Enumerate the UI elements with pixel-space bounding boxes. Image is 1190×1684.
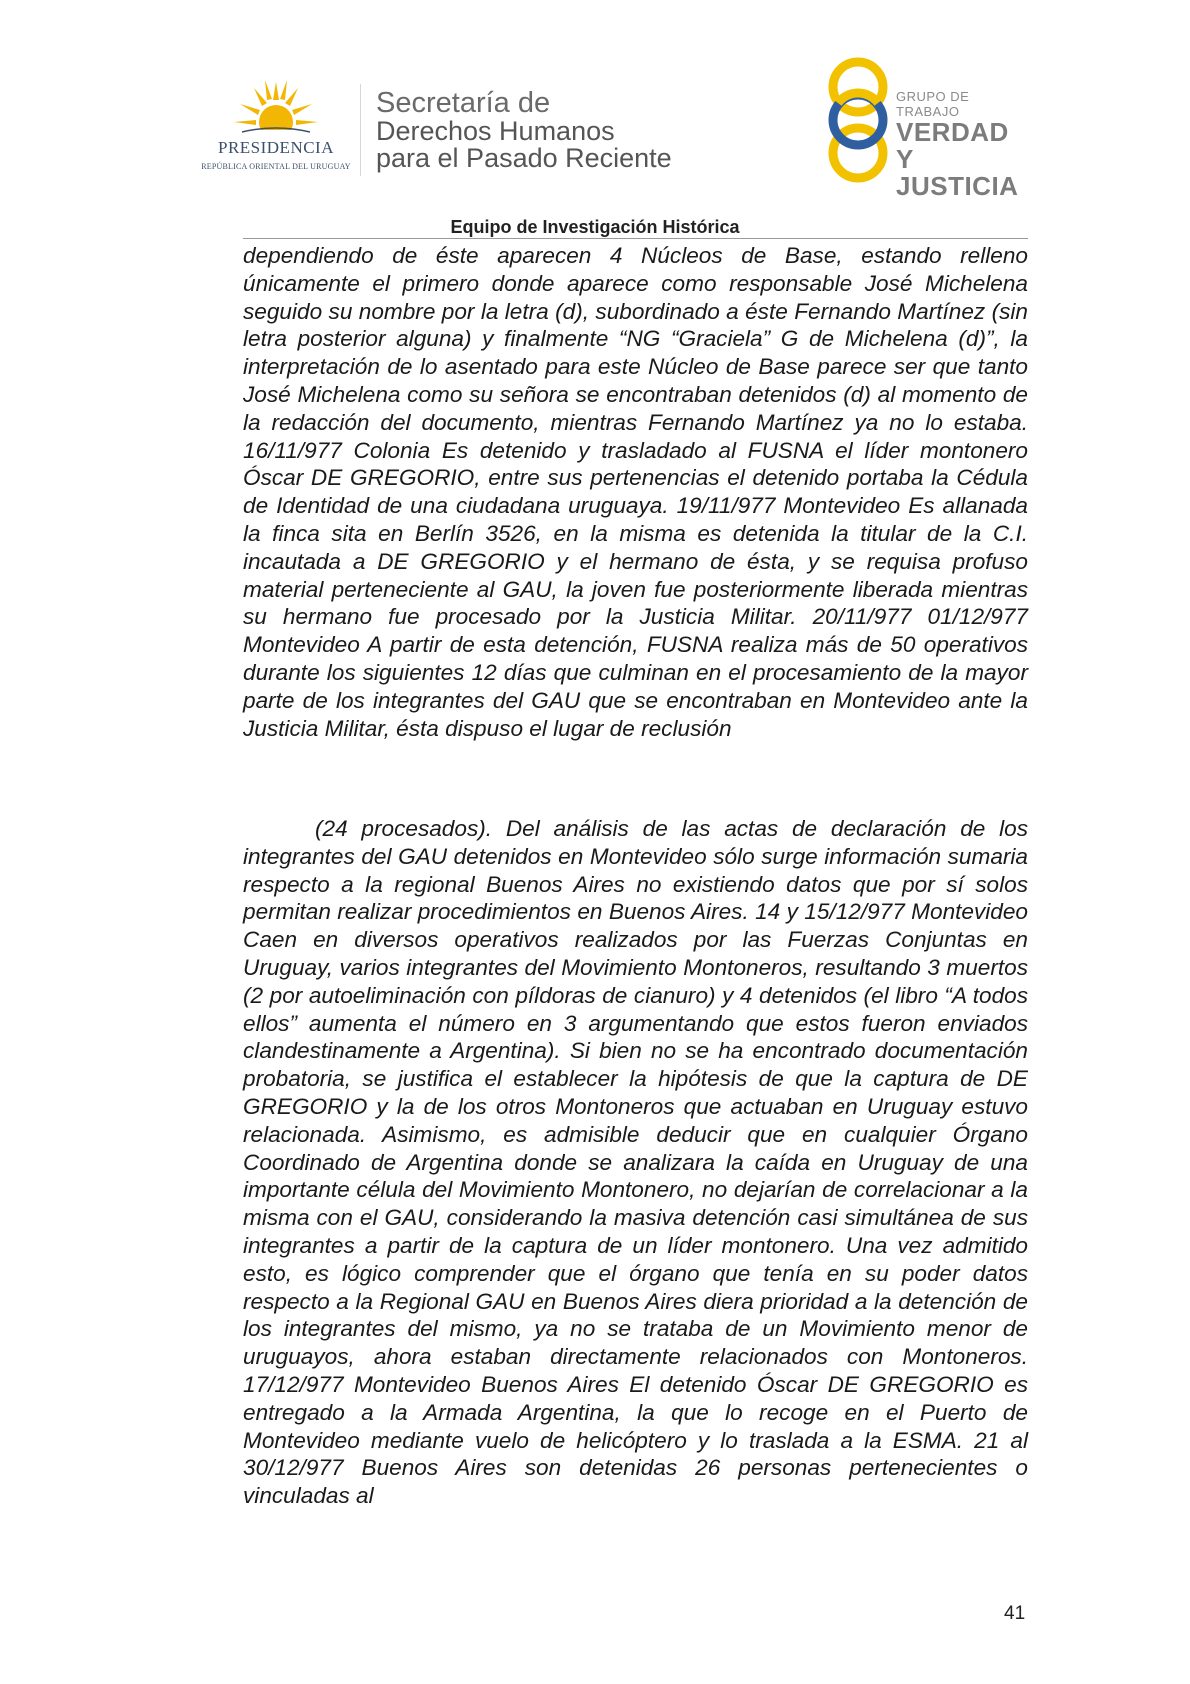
secretaria-line-1: Secretaría de bbox=[376, 87, 551, 119]
grupo-label: GRUPO DE TRABAJO bbox=[896, 89, 970, 119]
interlocking-rings-icon bbox=[818, 55, 898, 185]
verdad-justicia-logo bbox=[818, 55, 1028, 201]
verdad-label: VERDAD Y bbox=[896, 117, 1009, 174]
presidencia-name: PRESIDENCIA bbox=[217, 138, 334, 157]
page-header bbox=[0, 0, 1190, 215]
body-paragraph-1: dependiendo de éste aparecen 4 Núcleos de Base, estando relleno únicamente el primero donde aparece como responsable José Michelena seguido su nombre por la letra (d), subordinado a éste Fernando Martínez (sin letra posterior alguna) y finalmente “NG “Graciela” G de Michelena (d)”, la interpretación de lo asentado para este Núcleo de Base parece ser que tanto José Michelena como su señora se encontraban detenidos (d) al momento de la redacción del documento, mientras Fernando Martínez ya no lo estaba. 16/11/977 Colonia Es detenido y trasladado al FUSNA el líder montonero Óscar DE GREGORIO, entre sus pertenencias el detenido portaba la Cédula de Identidad de una ciudadana uruguaya. 19/11/977 Montevideo Es allanada la finca sita en Berlín 3526, en la misma es detenida la titular de la C.I. incautada a DE GREGORIO y el hermano de ésta, y se requisa profuso material perteneciente al GAU, la joven fue posteriormente liberada mientras su hermano fue procesado por la Justicia Militar. 20/11/977 01/12/977 Montevideo A partir de esta detención, FUSNA realiza más de 50 operativos durante los siguientes 12 días que culminan en el procesamiento de la mayor parte de los integrantes del GAU que se encontraban en Montevideo ante la Justicia Militar, ésta dispuso el lugar de reclusión bbox=[243, 243, 1028, 741]
page-number: 41 bbox=[1004, 1603, 1026, 1624]
justicia-label: JUSTICIA bbox=[896, 171, 1019, 201]
secretaria-title bbox=[376, 88, 672, 172]
presidencia-subtitle: REPÚBLICA ORIENTAL DEL URUGUAY bbox=[201, 162, 351, 171]
section-label: Equipo de Investigación Histórica bbox=[450, 217, 740, 237]
body-paragraph-2: (24 procesados). Del análisis de las actas de declaración de los integrantes del GAU detenidos en Montevideo sólo surge información sumaria respecto a la regional Buenos Aires no existiendo datos que por sí solos permitan realizar procedimientos en Buenos Aires. 14 y 15/12/977 Montevideo Caen en diversos operativos realizados por las Fuerzas Conjuntas en Uruguay, varios integrantes del Movimiento Montoneros, resultando 3 muertos (2 por autoeliminación con píldoras de cianuro) y 4 detenidos (el libro “A todos ellos” aumenta el número en 3 argumentando que estos fueron enviados clandestinamente a Argentina). Si bien no se ha encontrado documentación probatoria, se justifica el establecer la hipótesis de que la captura de DE GREGORIO y la de los otros Montoneros que actuaban en Uruguay estuvo relacionada. Asimismo, es admisible deducir que en cualquier Órgano Coordinado de Argentina donde se analizara la caída en Uruguay de una importante célula del Movimiento Montonero, no dejarían de correlacionar a la misma con el GAU, considerando la masiva detención casi simultánea de sus integrantes a partir de la captura de un líder montonero. Una vez admitido esto, es lógico comprender que el órgano que tenía en su poder datos respecto a la Regional GAU en Buenos Aires diera prioridad a la detención de los integrantes del mismo, ya no se trataba de un Movimiento menor de uruguayos, ahora estaban directamente relacionados con Montoneros. 17/12/977 Montevideo Buenos Aires El detenido Óscar DE GREGORIO es entregado a la Armada Argentina, la que lo recoge en el Puerto de Montevideo mediante vuelo de helicóptero y lo traslada a la ESMA. 21 al 30/12/977 Buenos Aires son detenidas 26 personas pertenecientes o vinculadas al bbox=[243, 816, 1028, 1509]
header-rule bbox=[243, 238, 1028, 239]
header-divider bbox=[360, 84, 361, 176]
secretaria-line-2: Derechos Humanos bbox=[376, 116, 615, 146]
verdad-justicia-text bbox=[896, 89, 1028, 200]
presidencia-logo bbox=[196, 78, 356, 178]
sun-emblem-icon bbox=[232, 78, 320, 140]
secretaria-line-3: para el Pasado Reciente bbox=[376, 143, 672, 173]
